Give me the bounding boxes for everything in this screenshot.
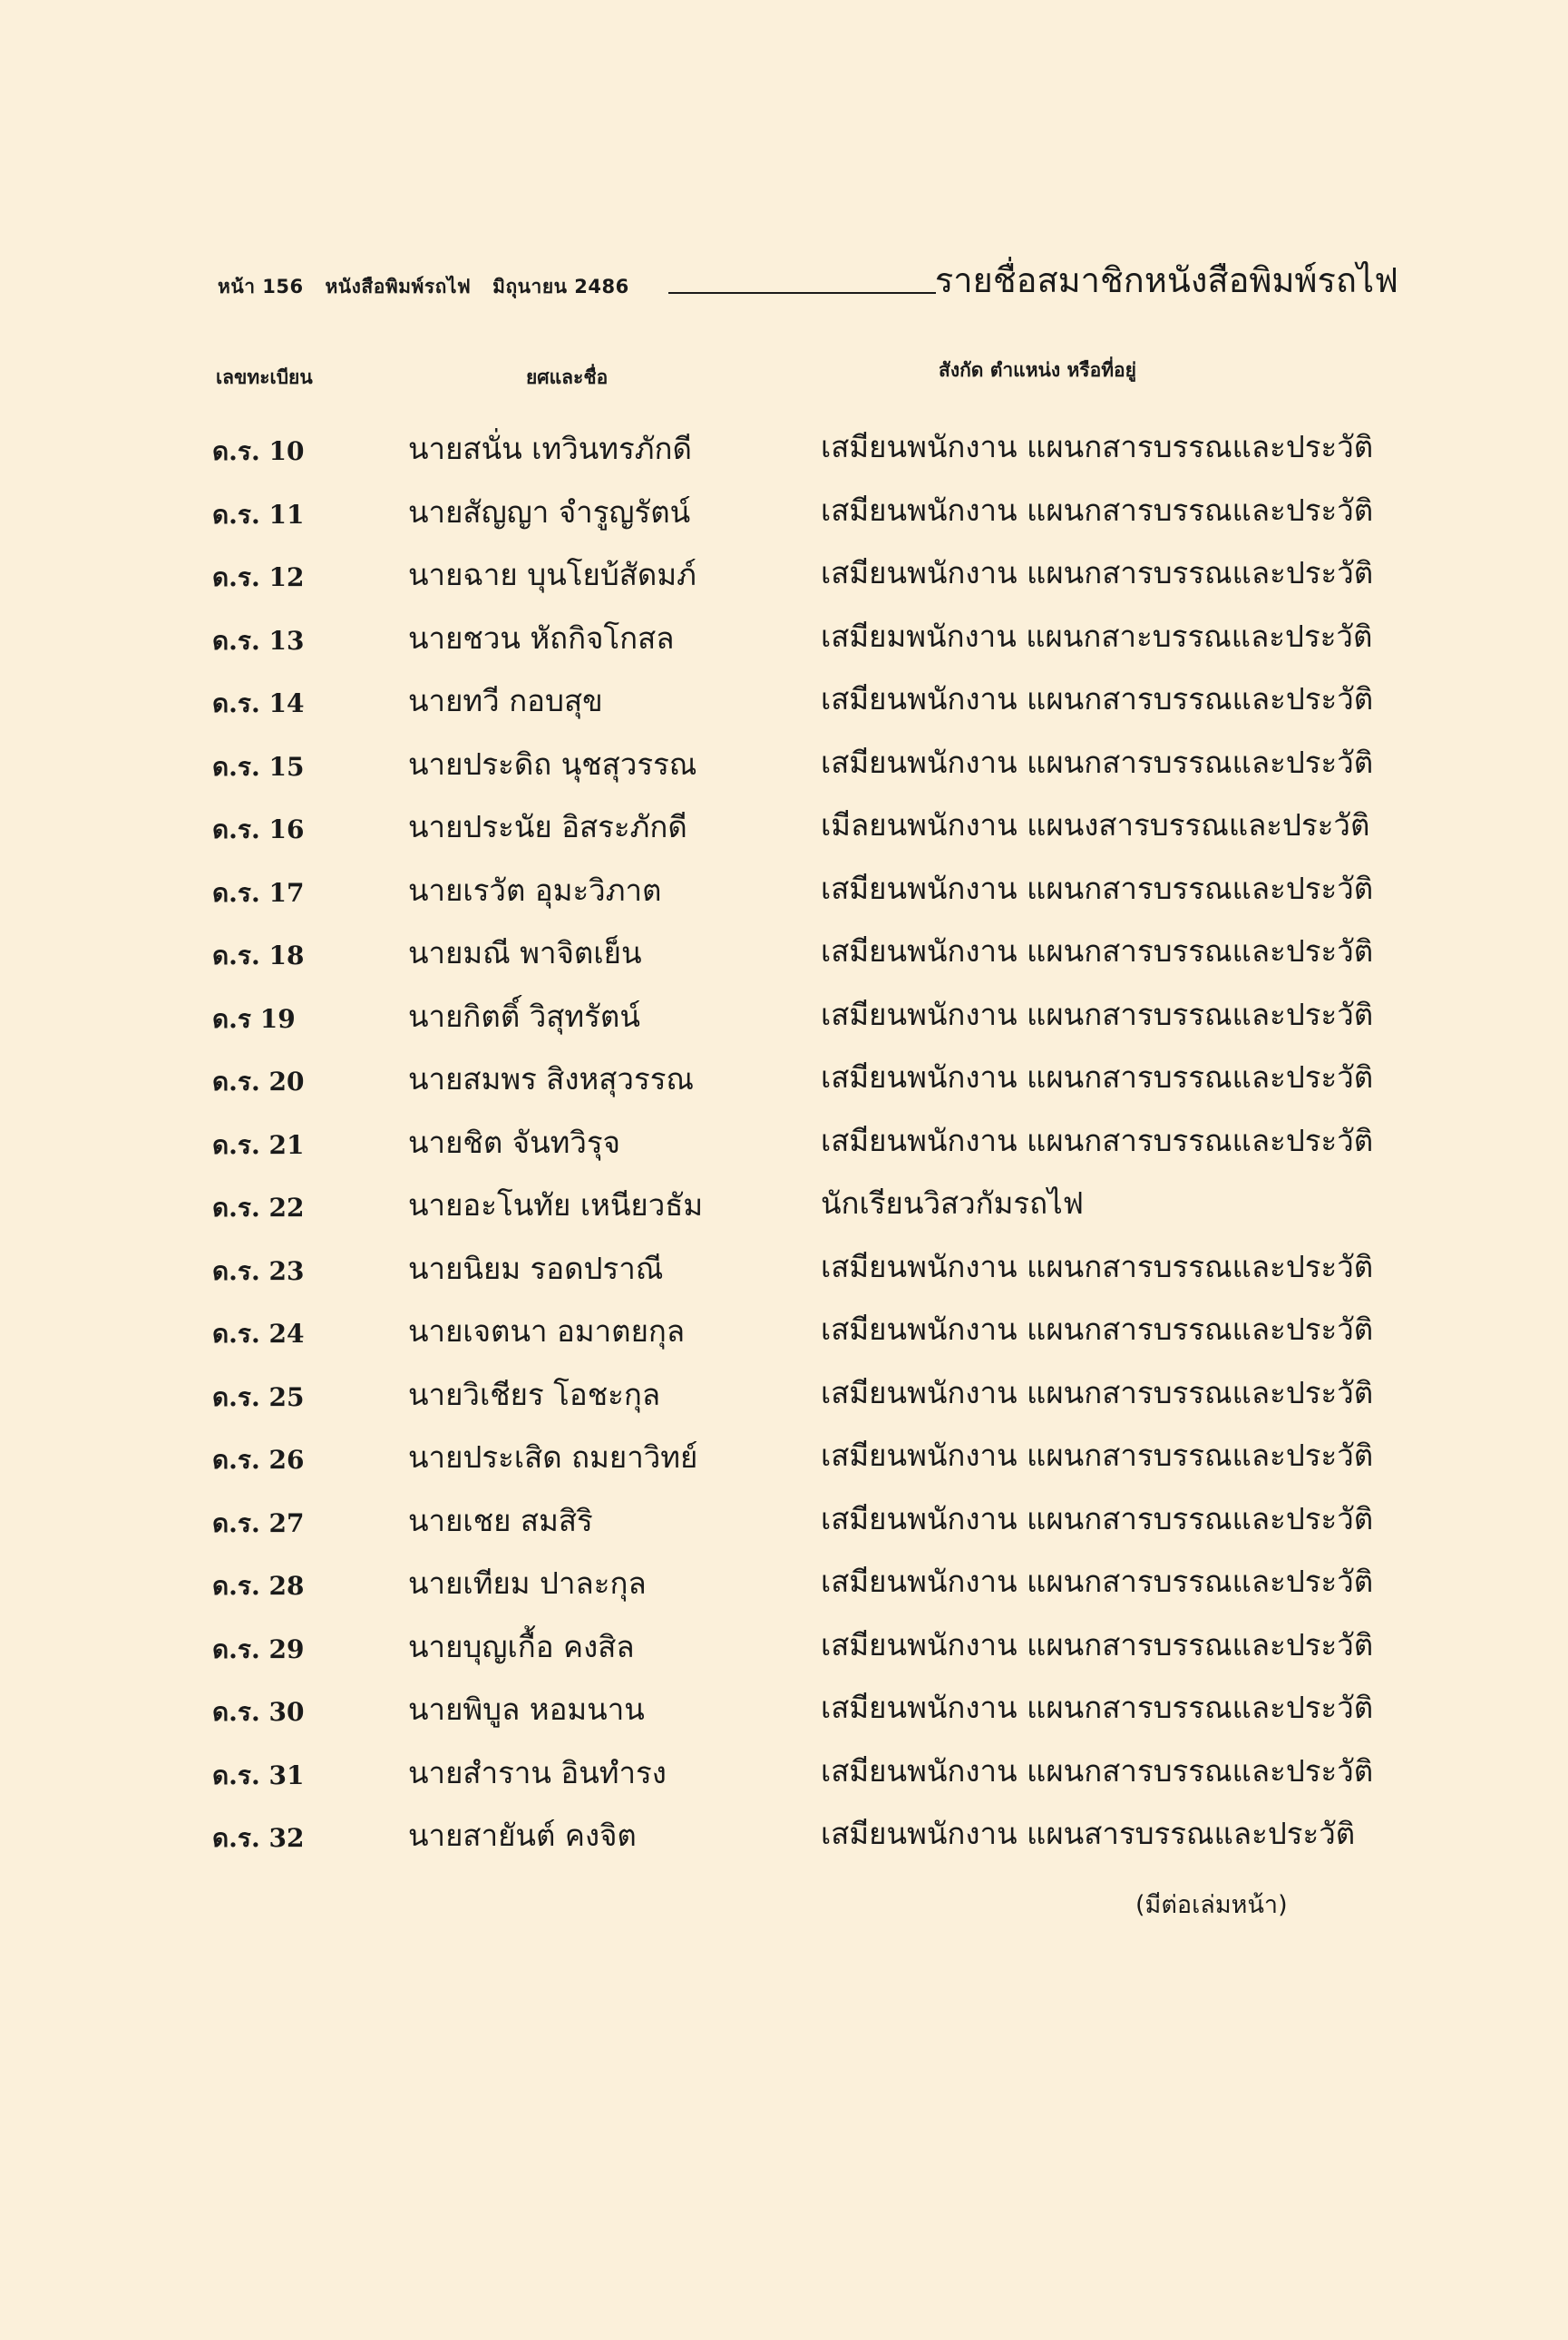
registration-number: ด.ร. 14 xyxy=(212,688,305,718)
member-name: นายกิตติ์ วิสุทรัตน์ xyxy=(408,998,640,1034)
member-position: เสมียนพนักงาน แผนกสารบรรณและประวัติ xyxy=(821,744,1374,780)
member-position: เสมียนพนักงาน แผนกสารบรรณและประวัติ xyxy=(821,1626,1374,1662)
table-row xyxy=(0,797,1568,861)
header-left xyxy=(218,272,644,302)
table-row xyxy=(0,545,1568,609)
registration-number: ด.ร. 15 xyxy=(212,751,305,782)
table-row xyxy=(0,609,1568,672)
member-name: นายเจตนา อมาตยกุล xyxy=(408,1313,686,1349)
member-name: นายฉาย บุนโยบ้สัดมภ์ xyxy=(408,557,696,592)
member-position: เสมียนพนักงาน แผนกสารบรรณและประวัติ xyxy=(821,870,1374,906)
continued-note: (มีต่อเล่มหน้า) xyxy=(1135,1891,1288,1919)
registration-number: ด.ร. 32 xyxy=(212,1823,305,1853)
table-row xyxy=(0,1239,1568,1302)
member-name: นายสัญญา จำรูญรัตน์ xyxy=(408,493,691,530)
member-position: เสมียนพนักงาน แผนสารบรรณและประวัติ xyxy=(821,1816,1356,1851)
registration-number: ด.ร. 13 xyxy=(212,625,305,656)
registration-number: ด.ร. 20 xyxy=(212,1067,305,1097)
registration-number: ด.ร. 18 xyxy=(212,941,305,970)
section-title: รายชื่อสมาชิกหนังสือพิมพ์รถไฟ xyxy=(934,260,1398,300)
page-header xyxy=(210,247,1398,319)
table-row xyxy=(0,1554,1568,1617)
member-name: นายสนั่น เทวินทรภักดี xyxy=(408,431,692,466)
registration-number: ด.ร. 30 xyxy=(212,1697,305,1727)
registration-number: ด.ร. 25 xyxy=(212,1381,305,1412)
table-row xyxy=(0,1680,1568,1743)
member-name: นายเชย สมสิริ xyxy=(408,1502,593,1538)
table-row xyxy=(0,483,1568,546)
member-name: นายอะโนทัย เหนียวธัม xyxy=(408,1187,704,1223)
registration-number: ด.ร 19 xyxy=(212,1003,296,1034)
table-row xyxy=(0,1175,1568,1239)
column-header-registration: เลขทะเบียน xyxy=(216,366,313,388)
member-name: นายสำราน อินทำรง xyxy=(408,1754,667,1790)
member-name: นายประดิถ นุชสุวรรณ xyxy=(408,746,697,782)
member-name: นายชวน หัถกิจโกสล xyxy=(408,619,675,656)
registration-number: ด.ร. 26 xyxy=(212,1445,305,1475)
registration-number: ด.ร. 11 xyxy=(212,499,305,530)
member-position: เสมียนพนักงาน แผนกสารบรรณและประวัติ xyxy=(821,1500,1374,1536)
member-position: เสมียนพนักงาน แผนกสารบรรณและประวัติ xyxy=(821,1690,1374,1725)
registration-number: ด.ร. 12 xyxy=(212,562,305,592)
header-rule xyxy=(668,292,936,294)
page-number: หน้า 156 xyxy=(218,276,304,297)
member-position: เสมียนพนักงาน แผนกสารบรรณและประวัติ xyxy=(821,429,1374,464)
member-position: เสมียนพนักงาน แผนกสารบรรณและประวัติ xyxy=(821,492,1374,528)
registration-number: ด.ร. 21 xyxy=(212,1129,305,1160)
member-position: เสมียนพนักงาน แผนกสารบรรณและประวัติ xyxy=(821,1248,1374,1284)
table-row xyxy=(0,1428,1568,1491)
member-position: เสมียมพนักงาน แผนกสาะบรรณและประวัติ xyxy=(821,618,1373,654)
member-name: นายประนัย อิสระภักดี xyxy=(408,809,687,844)
member-position: เสมียนพนักงาน แผนกสารบรรณและประวัติ xyxy=(821,681,1374,717)
registration-number: ด.ร. 22 xyxy=(212,1193,305,1223)
member-position: เสมียนพนักงาน แผนกสารบรรณและประวัติ xyxy=(821,933,1374,969)
registration-number: ด.ร. 10 xyxy=(212,436,305,466)
member-position: เสมียนพนักงาน แผนกสารบรรณและประวัติ xyxy=(821,1438,1374,1473)
member-name: นายพิบูล หอมนาน xyxy=(408,1692,645,1727)
column-header-name: ยศและชื่อ xyxy=(526,366,609,388)
table-row xyxy=(0,1806,1568,1869)
publication-name: หนังสือพิมพ์รถไฟ xyxy=(325,276,472,297)
registration-number: ด.ร. 31 xyxy=(212,1760,305,1790)
table-row xyxy=(0,861,1568,924)
member-position: เมีลยนพนักงาน แผนงสารบรรณและประวัติ xyxy=(821,807,1370,843)
table-row xyxy=(0,671,1568,735)
registration-number: ด.ร. 23 xyxy=(212,1255,305,1286)
table-row xyxy=(0,1617,1568,1681)
table-row xyxy=(0,1743,1568,1807)
member-position: เสมียนพนักงาน แผนกสารบรรณและประวัติ xyxy=(821,1564,1374,1599)
registration-number: ด.ร. 17 xyxy=(212,877,305,908)
member-position: เสมียนพนักงาน แผนกสารบรรณและประวัติ xyxy=(821,1311,1374,1347)
registration-number: ด.ร. 27 xyxy=(212,1507,305,1538)
member-name: นายสายันต์ คงจิต xyxy=(408,1818,637,1853)
member-position: เสมียนพนักงาน แผนกสารบรรณและประวัติ xyxy=(821,555,1374,590)
registration-number: ด.ร. 16 xyxy=(212,814,305,844)
table-row xyxy=(0,987,1568,1050)
member-name: นายทวี กอบสุข xyxy=(408,683,603,718)
member-name: นายเทียม ปาละกุล xyxy=(408,1565,647,1601)
member-name: นายประเสิด ถมยาวิทย์ xyxy=(408,1439,698,1475)
member-name: นายบุญเกื้อ คงสิล xyxy=(408,1628,635,1664)
member-name: นายวิเชียร โอชะกุล xyxy=(408,1376,661,1412)
member-name: นายเรวัต อุมะวิภาต xyxy=(408,872,662,908)
table-row xyxy=(0,1365,1568,1428)
column-header-position: สังกัด ตำแหน่ง หรือที่อยู่ xyxy=(939,359,1136,381)
table-row xyxy=(0,1113,1568,1176)
member-position: เสมียนพนักงาน แผนกสารบรรณและประวัติ xyxy=(821,1059,1374,1095)
member-name: นายมณี พาจิตเย็น xyxy=(408,935,642,970)
table-row xyxy=(0,1491,1568,1555)
registration-number: ด.ร. 28 xyxy=(212,1571,305,1601)
member-name: นายสมพร สิงหสุวรรณ xyxy=(408,1061,695,1097)
member-list xyxy=(0,419,1568,1869)
issue-date: มิถุนายน 2486 xyxy=(492,276,629,297)
member-position: เสมียนพนักงาน แผนกสารบรรณและประวัติ xyxy=(821,1374,1374,1410)
table-row xyxy=(0,735,1568,798)
member-name: นายนิยม รอดปราณี xyxy=(408,1250,664,1286)
registration-number: ด.ร. 24 xyxy=(212,1319,305,1349)
member-position: นักเรียนวิสวกัมรถไฟ xyxy=(821,1185,1085,1221)
table-row xyxy=(0,923,1568,987)
member-position: เสมียนพนักงาน แผนกสารบรรณและประวัติ xyxy=(821,1752,1374,1789)
table-row xyxy=(0,1049,1568,1113)
registration-number: ด.ร. 29 xyxy=(212,1633,305,1664)
table-row xyxy=(0,419,1568,483)
member-position: เสมียนพนักงาน แผนกสารบรรณและประวัติ xyxy=(821,1122,1374,1158)
member-position: เสมียนพนักงาน แผนกสารบรรณและประวัติ xyxy=(821,996,1374,1032)
table-row xyxy=(0,1302,1568,1365)
member-name: นายชิต จันทวิรุจ xyxy=(408,1124,620,1160)
